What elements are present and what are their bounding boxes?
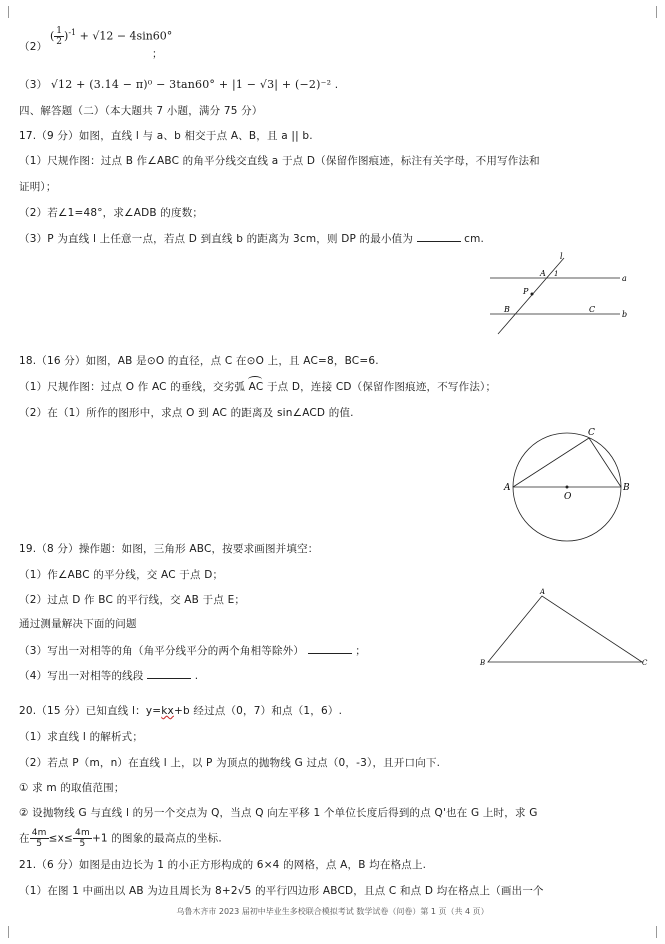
- label-angle-1: 1: [554, 270, 559, 278]
- q19-heading: 19.（8 分）操作题：如图，三角形 ABC，按要求画图并填空：: [19, 543, 319, 555]
- q16-part3: （3） √12 + (3.14 − π)⁰ − 3tan60° + |1 − √3| + (−2)⁻² .: [19, 78, 339, 91]
- q20-part1: （1）求直线 l 的解析式；: [19, 731, 144, 743]
- crop-mark-top-right: [644, 6, 657, 18]
- label-p: P: [523, 287, 529, 296]
- q21-part1: （1）在图 1 中画出以 AB 为边且周长为 8+2√5 的平行四边形 ABCD，且点 C 和点 D 均在格点上（画出一个: [19, 885, 544, 897]
- answer-blank[interactable]: [417, 231, 461, 242]
- label-l: l: [560, 252, 563, 261]
- crop-mark-bottom-left: [8, 926, 21, 938]
- q20-part2-ii: ② 设抛物线 G 与直线 l 的另一个交点为 Q，当点 Q 向左平移 1 个单位长度后得到的点 Q'也在 G 上时，求 G: [19, 807, 538, 819]
- answer-blank[interactable]: [147, 668, 191, 679]
- q20-part2-i: ① 求 m 的取值范围；: [19, 782, 125, 794]
- label-b: B: [480, 659, 486, 667]
- q17-part3: （3）P 为直线 l 上任意一点，若点 D 到直线 b 的距离为 3cm，则 DP 的最小值为 cm.: [19, 233, 485, 245]
- figure-18-circle: [500, 424, 640, 552]
- q17-heading: 17.（9 分）如图，直线 l 与 a、b 相交于点 A、B，且 a || b.: [19, 130, 313, 142]
- q17-part1: （1）尺规作图：过点 B 作∠ABC 的角平分线交直线 a 于点 D（保留作图痕迹，标注有关字母，不用写作法和: [19, 155, 540, 167]
- center-point: [566, 486, 569, 489]
- label-b-point: B: [504, 305, 510, 314]
- label-c-point: C: [589, 305, 596, 314]
- label-a: A: [540, 588, 546, 596]
- q16-part2: （2）: [19, 41, 48, 53]
- q16-part2-formula: ( $\frac{1}{2}$ )$^{-1}$ + √12 − 4sin60°: [50, 26, 173, 47]
- fraction: $\frac{4m}{5}$: [75, 828, 90, 849]
- q19-part1: （1）作∠ABC 的平分线，交 AC 于点 D；: [19, 569, 224, 581]
- label-c: C: [642, 659, 648, 667]
- triangle-abc: [488, 596, 642, 662]
- q21-heading: 21.（6 分）如图是由边长为 1 的小正方形构成的 6×4 的网格，点 A，B 均在格点上.: [19, 859, 427, 871]
- q19-part4: （4）写出一对相等的线段 .: [19, 670, 199, 682]
- fraction: $\frac{4m}{5}$: [31, 828, 47, 849]
- q19-part3: （3）写出一对相等的角（角平分线平分的两个角相等除外） ；: [19, 645, 366, 657]
- chord-ac: [513, 438, 589, 487]
- label-c: C: [588, 428, 595, 438]
- q20-heading: 20.（15 分）已知直线 l：y=kx+b 经过点（0，7）和点（1，6）.: [19, 705, 343, 717]
- arc-symbol: AC: [248, 381, 264, 393]
- chord-bc: [589, 438, 621, 487]
- fraction: $\frac{1}{2}$: [56, 26, 63, 47]
- crop-mark-top-left: [8, 6, 21, 18]
- section-heading: 四、解答题（二）（本大题共 7 小题，满分 75 分）: [19, 105, 263, 117]
- q19-instruction: 通过测量解决下面的问题: [19, 618, 137, 630]
- q19-part2: （2）过点 D 作 BC 的平行线，交 AB 于点 E；: [19, 594, 246, 606]
- figure-19-triangle: [478, 584, 650, 668]
- point-p: [531, 293, 534, 296]
- label-line-a: a: [622, 274, 627, 283]
- label-b: B: [623, 483, 630, 493]
- answer-blank[interactable]: [308, 643, 352, 654]
- q17-part1-cont: 证明）；: [19, 181, 57, 193]
- q18-part1: （1）尺规作图：过点 O 作 AC 的垂线，交劣弧 AC 于点 D，连接 CD（保留作图痕迹，不写作法）；: [19, 381, 497, 393]
- page-footer: 乌鲁木齐市 2023 届初中毕业生多校联合模拟考试 数学试卷（问卷）第 1 页（共 4 页）: [176, 907, 489, 916]
- q20-part2-iii: 在 $\frac{4m}{5}$ ≤x≤ $\frac{4m}{5}$ +1 的图象的最高点的坐标.: [19, 828, 222, 849]
- label-line-b: b: [622, 310, 628, 319]
- label-a: A: [504, 483, 511, 493]
- label-o: O: [564, 492, 572, 502]
- figure-17-parallel-lines: [480, 250, 640, 340]
- q18-heading: 18.（16 分）如图，AB 是⊙O 的直径，点 C 在⊙O 上，且 AC=8，BC=6.: [19, 355, 379, 367]
- q17-part2: （2）若∠1=48°，求∠ADB 的度数；: [19, 207, 204, 219]
- q20-part2: （2）若点 P（m，n）在直线 l 上，以 P 为顶点的抛物线 G 过点（0，-3），且开口向下.: [19, 757, 441, 769]
- q18-part2: （2）在（1）所作的图形中，求点 O 到 AC 的距离及 sin∠ACD 的值.: [19, 407, 354, 419]
- label-a-point: A: [540, 269, 546, 278]
- q16-part2-end: ；: [152, 48, 163, 60]
- crop-mark-bottom-right: [644, 926, 657, 938]
